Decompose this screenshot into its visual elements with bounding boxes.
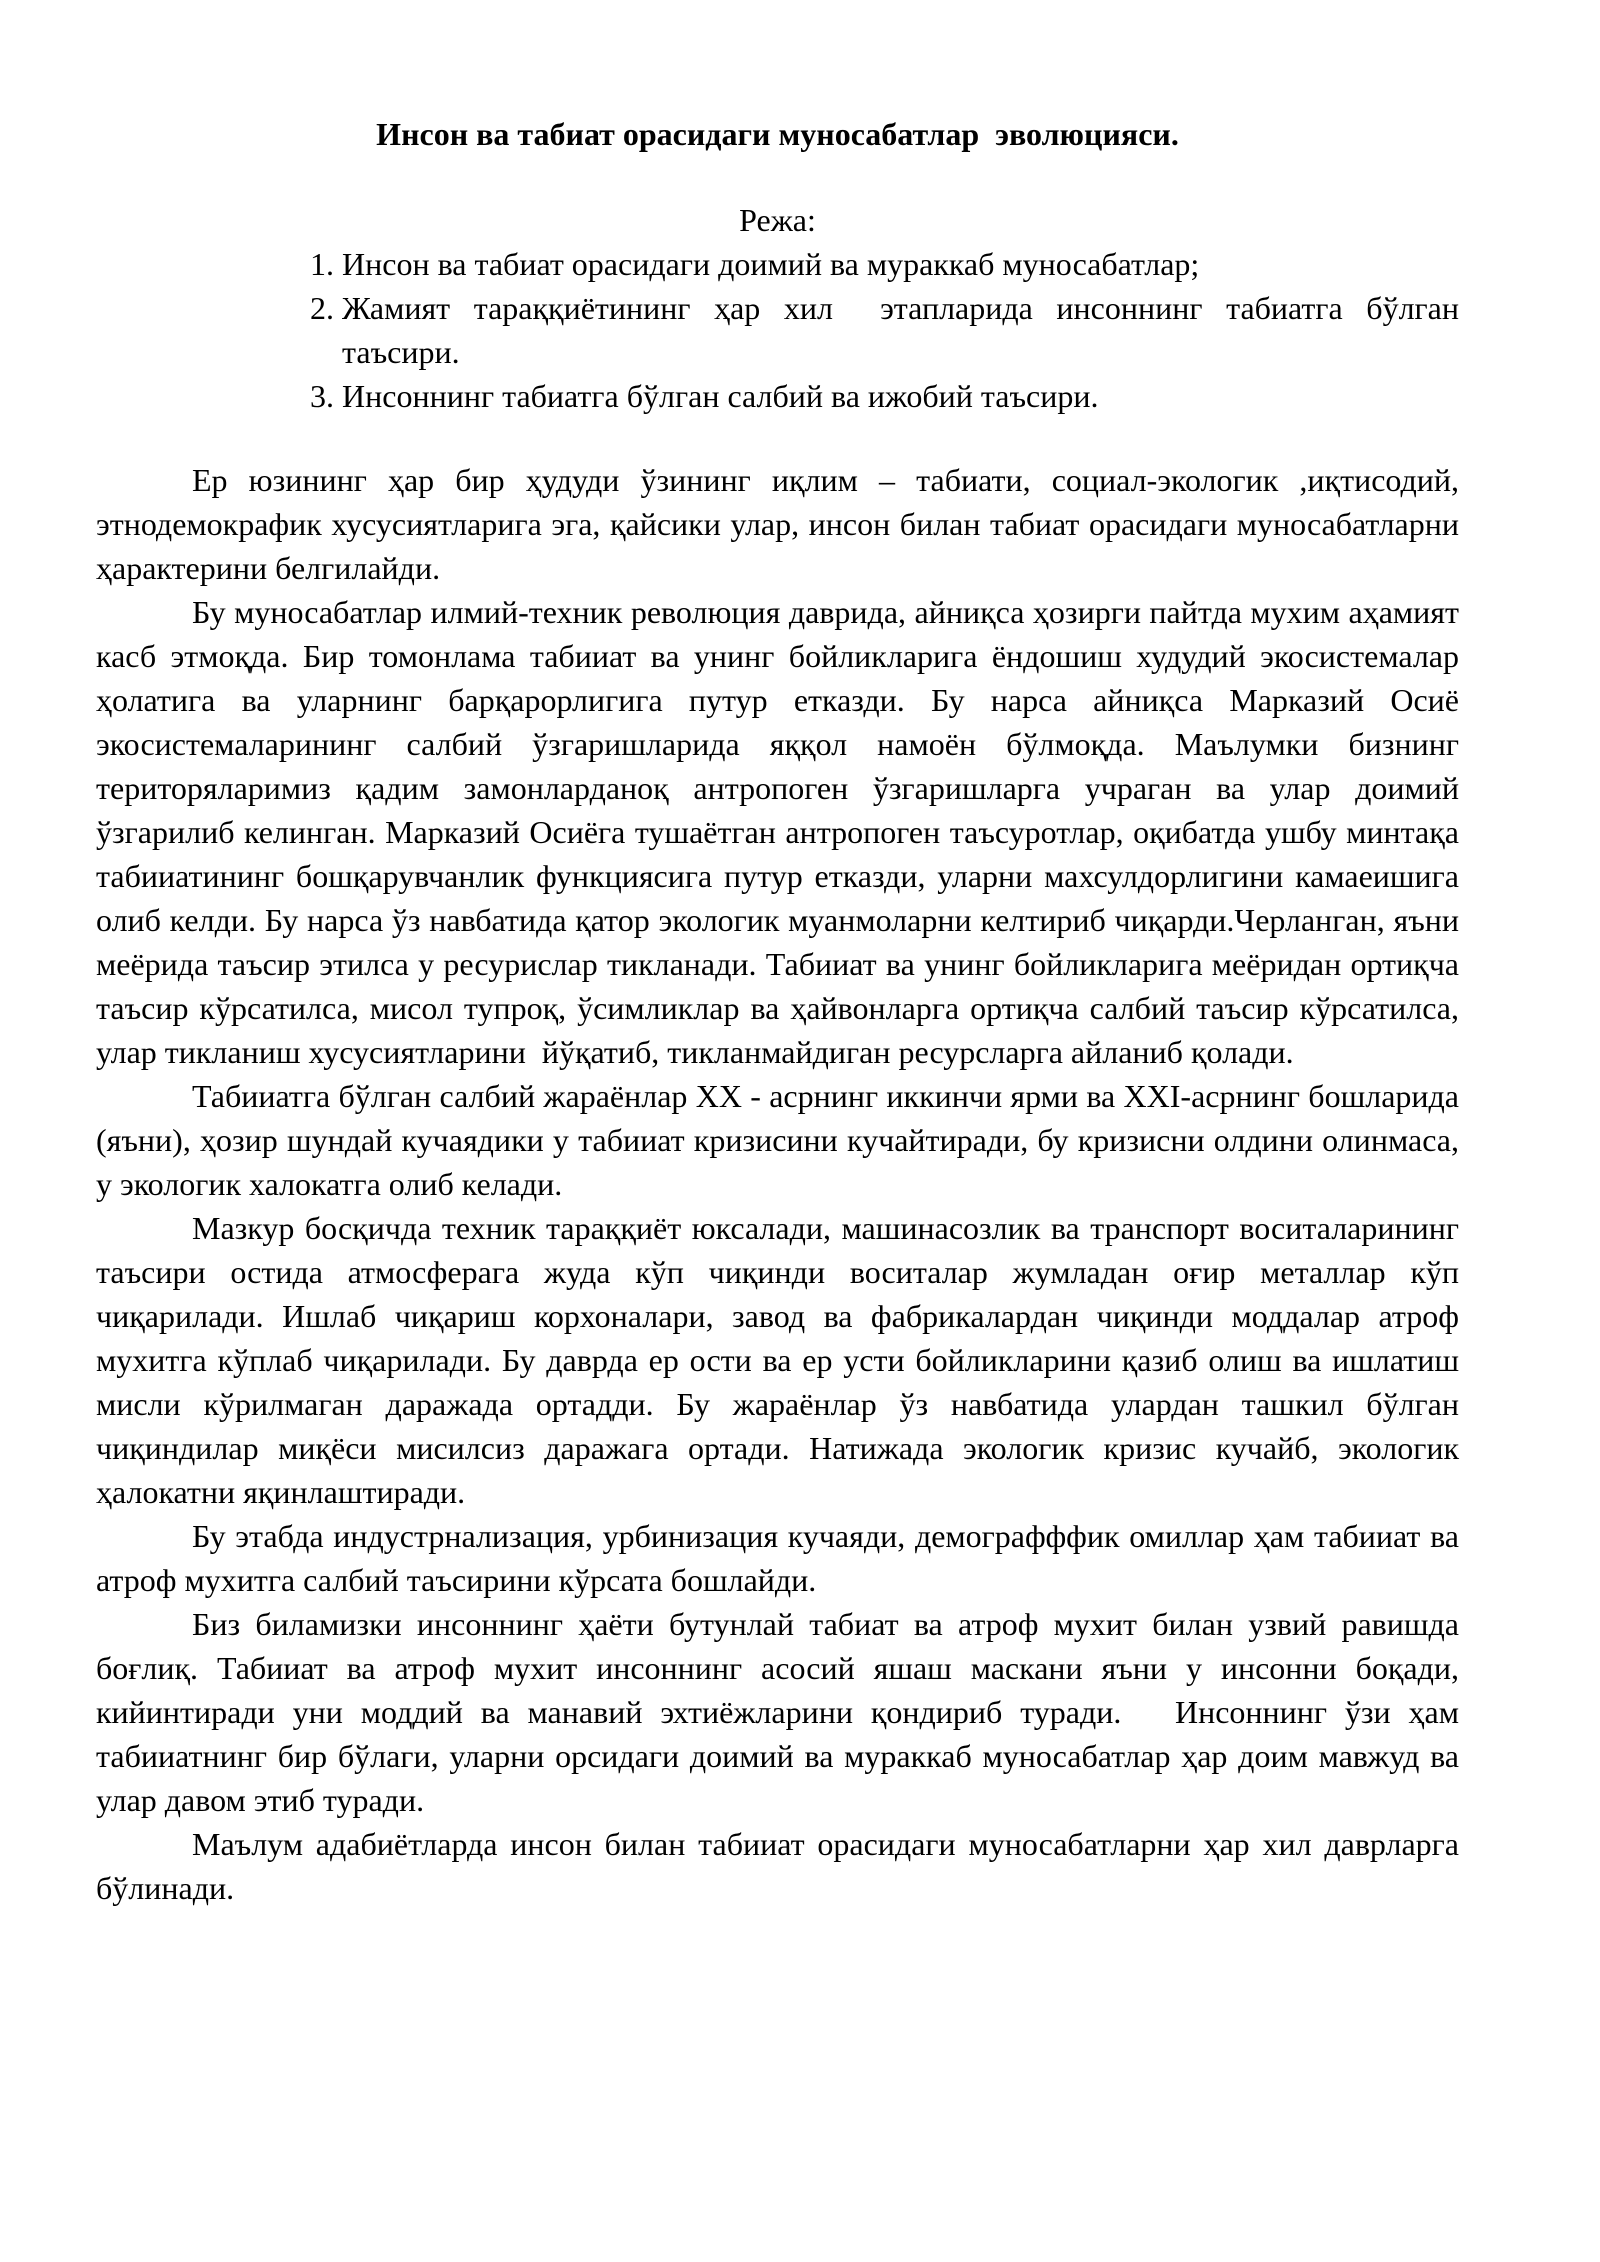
- plan-item: [282, 374, 1459, 418]
- plan-item-text: Инсоннинг табиатга бўлган салбий ва ижобий таъсири.: [342, 378, 1099, 414]
- plan-heading: Режа:: [739, 202, 816, 238]
- plan-item: [282, 242, 1459, 286]
- paragraph: Бу этабда индустрнализация, урбинизация кучаяди, демографффик омиллар ҳам табииат ва атроф мухитга салбий таъсирини кўрсата бошлайди.: [96, 1518, 1467, 1598]
- paragraph: Биз биламизки инсоннинг ҳаёти бутунлай табиат ва атроф мухит билан узвий равишда боғлиқ. Табииат ва атроф мухит инсоннинг асосий яшаш маскани яъни у инсонни боқади, кийинтиради уни моддий ва манавий эхтиёжларини қондириб туради. Инсоннинг ўзи ҳам табииатнинг бир бўлаги, уларни орсидаги доимий ва мураккаб муносабатлар ҳар доим мавжуд ва улар давом этиб туради.: [96, 1606, 1467, 1818]
- plan-list: [96, 242, 1467, 418]
- paragraph: Маълум адабиётларда инсон билан табииат орасидаги муносабатларни ҳар хил даврларга бўлинади.: [96, 1826, 1467, 1906]
- plan-item-number: 3.: [310, 378, 334, 414]
- paragraph: Табииатга бўлган салбий жараёнлар XX - асрнинг иккинчи ярми ва XXI-асрнинг бошларида (яъни), ҳозир шундай кучаядики у табииат кризисини кучайтиради, бу кризисни олдини олинмаса, у экологик халокатга олиб келади.: [96, 1078, 1467, 1202]
- plan-item-number: 2.: [310, 290, 334, 326]
- document-content: [96, 112, 1467, 1910]
- paragraph: Бу муносабатлар илмий-техник революция даврида, айниқса ҳозирги пайтда мухим аҳамият касб этмоқда. Бир томонлама табииат ва унинг бойликларига ёндошиш худудий экосистемалар ҳолатига ва уларнинг барқарорлигига путур етказди. Бу нарса айниқса Марказий Осиё экосистемаларининг салбий ўзгаришларида яққол намоён бўлмоқда. Маълумки бизнинг територяларимиз қадим замонларданоқ антропоген ўзгаришларга учраган ва улар доимий ўзгарилиб келинган. Марказий Осиёга тушаётган антропоген таъсуротлар, оқибатда ушбу минтақа табииатининг бошқарувчанлик функциясига путур етказди, уларни махсулдорлигини камаеишига олиб келди. Бу нарса ўз навбатида қатор экологик муанмоларни келтириб чиқарди.Черланган, яъни меёрида таъсир этилса у ресурислар тикланади. Табииат ва унинг бойликларига меёридан ортиқча таъсир кўрсатилса, мисол тупроқ, ўсимликлар ва ҳайвонларга ортиқча салбий таъсир кўрсатилса, улар тикланиш хусусиятларини йўқатиб, тикланмайдиган ресурсларга айланиб қолади.: [96, 594, 1467, 1070]
- document-title: Инсон ва табиат орасидаги муносабатлар эволюцияси.: [376, 116, 1179, 152]
- body-text: [96, 458, 1467, 1910]
- plan-item-number: 1.: [310, 246, 334, 282]
- plan-item-text: Инсон ва табиат орасидаги доимий ва мураккаб муносабатлар;: [342, 246, 1200, 282]
- paragraph: Ер юзининг ҳар бир ҳудуди ўзининг иқлим – табиати, социал-экологик ,иқтисодий, этнодемокрафик хусусиятларига эга, қайсики улар, инсон билан табиат орасидаги муносабатларни ҳарактерини белгилайди.: [96, 462, 1467, 586]
- plan-item-text: Жамият тараққиётининг ҳар хил этапларида инсоннинг табиатга бўлган таъсири.: [342, 290, 1467, 370]
- paragraph: Мазкур босқичда техник тараққиёт юксалади, машинасозлик ва транспорт воситаларининг таъсири остида атмосферага жуда кўп чиқинди воситалар жумладан оғир металлар кўп чиқарилади. Ишлаб чиқариш корхоналари, завод ва фабрикалардан чиқинди моддалар атроф мухитга кўплаб чиқарилади. Бу даврда ер ости ва ер усти бойликларини қазиб олиш ва ишлатиш мисли кўрилмаган даражада ортадди. Бу жараёнлар ўз навбатида улардан ташкил бўлган чиқиндилар миқёси мисилсиз даражага ортади. Натижада экологик кризис кучайб, экологик ҳалокатни яқинлаштиради.: [96, 1210, 1467, 1510]
- plan-item: [282, 286, 1467, 374]
